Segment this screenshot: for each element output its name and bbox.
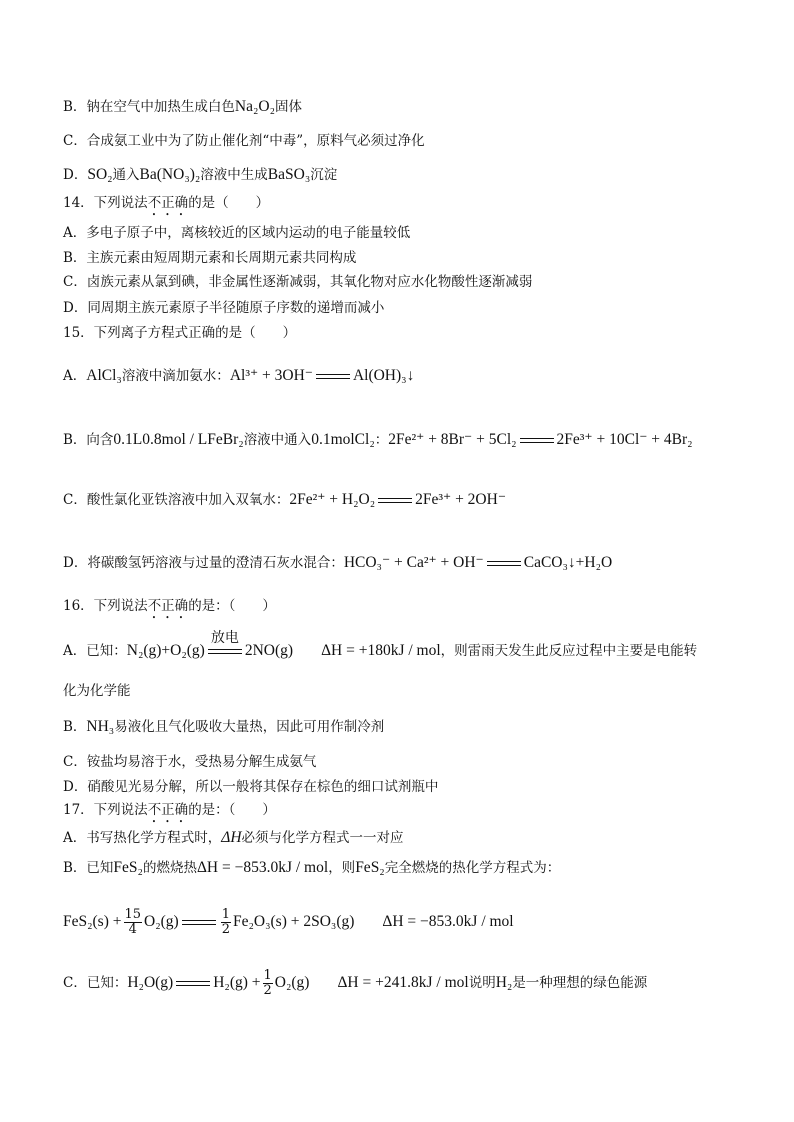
- q13-option-b: B．钠在空气中加热生成白色Na₂O₂固体: [63, 98, 302, 115]
- equals-arrow: [520, 437, 554, 445]
- q16-option-d: D．硝酸见光易分解，所以一般将其保存在棕色的细口试剂瓶中: [63, 779, 439, 795]
- emphasis-not-correct: 不正确: [147, 195, 189, 211]
- q15-option-b: B．向含0.1L0.8mol / LFeBr₂溶液中通入0.1molCl₂：2Fe²⁺ + 8Br⁻ + 5Cl₂ 2Fe³⁺ + 10Cl⁻ + 4Br₂: [63, 431, 693, 448]
- equals-arrow: [182, 919, 216, 927]
- fraction-1-2: $\frac{1}{2}$: [263, 968, 272, 998]
- question-14: 14．下列说法不正确的是（ ）: [63, 195, 270, 211]
- q16-option-c: C．铵盐均易溶于水，受热易分解生成氨气: [63, 754, 317, 770]
- question-16: 16．下列说法不正确的是：（ ）: [63, 598, 276, 614]
- q16-option-b: B．NH₃易液化且气化吸收大量热，因此可用作制冷剂: [63, 718, 385, 735]
- equals-arrow: [316, 373, 350, 381]
- q14-option-c: C．卤族元素从氯到碘，非金属性逐渐减弱，其氧化物对应水化物酸性逐渐减弱: [63, 274, 533, 290]
- q16-option-a-continued: 化为化学能: [63, 683, 131, 699]
- question-17: 17．下列说法不正确的是：（ ）: [63, 802, 276, 818]
- equals-arrow: [487, 560, 521, 568]
- equals-arrow-with-condition: 放电: [208, 648, 242, 656]
- q14-option-b: B．主族元素由短周期元素和长周期元素共同构成: [63, 250, 357, 266]
- q14-option-a: A．多电子原子中，离核较近的区域内运动的电子能量较低: [63, 225, 411, 241]
- equals-arrow: [378, 497, 412, 505]
- q15-option-d: D．将碳酸氢钙溶液与过量的澄清石灰水混合：HCO₃⁻ + Ca²⁺ + OH⁻ CaCO₃↓+H₂O: [63, 554, 613, 571]
- q15-option-a: A．AlCl₃溶液中滴加氨水：Al³⁺ + 3OH⁻ Al(OH)₃↓: [63, 367, 415, 384]
- q17-option-b: B．已知FeS₂的燃烧热ΔH = −853.0kJ / mol，则FeS₂完全燃烧的热化学方程式为：: [63, 859, 561, 876]
- q17-option-b-equation: FeS₂(s) + $\frac{15}{4}$ O₂(g) $\frac{1}{2}$ Fe₂O₃(s) + 2SO₃(g) ΔH = −853.0kJ / mol: [63, 907, 514, 937]
- fraction-15-4: $\frac{15}{4}$: [124, 907, 142, 937]
- fraction-1-2: $\frac{1}{2}$: [221, 907, 230, 937]
- q17-option-c: C．已知：H₂O(g) H₂(g) + $\frac{1}{2}$ O₂(g) ΔH = +241.8kJ / mol说明H₂是一种理想的绿色能源: [63, 968, 648, 998]
- q15-option-c: C．酸性氯化亚铁溶液中加入双氧水：2Fe²⁺ + H₂O₂ 2Fe³⁺ + 2OH⁻: [63, 491, 506, 508]
- q13-option-d: D．SO₂通入Ba(NO₃)₂溶液中生成BaSO₃沉淀: [63, 166, 338, 183]
- q17-option-a: A．书写热化学方程式时，ΔH必须与化学方程式一一对应: [63, 829, 404, 846]
- q14-option-d: D．同周期主族元素原子半径随原子序数的递增而减小: [63, 300, 385, 316]
- emphasis-not-correct: 不正确: [147, 802, 189, 818]
- question-15: 15．下列离子方程式正确的是（ ）: [63, 325, 297, 341]
- emphasis-not-correct: 不正确: [147, 598, 189, 614]
- q13-option-c: C．合成氨工业中为了防止催化剂“中毒”，原料气必须过净化: [63, 133, 425, 149]
- equals-arrow: [176, 980, 210, 988]
- q16-option-a: A．已知：N₂(g)+O₂(g) 放电 2NO(g) ΔH = +180kJ / mol，则雷雨天发生此反应过程中主要是电能转: [63, 629, 698, 659]
